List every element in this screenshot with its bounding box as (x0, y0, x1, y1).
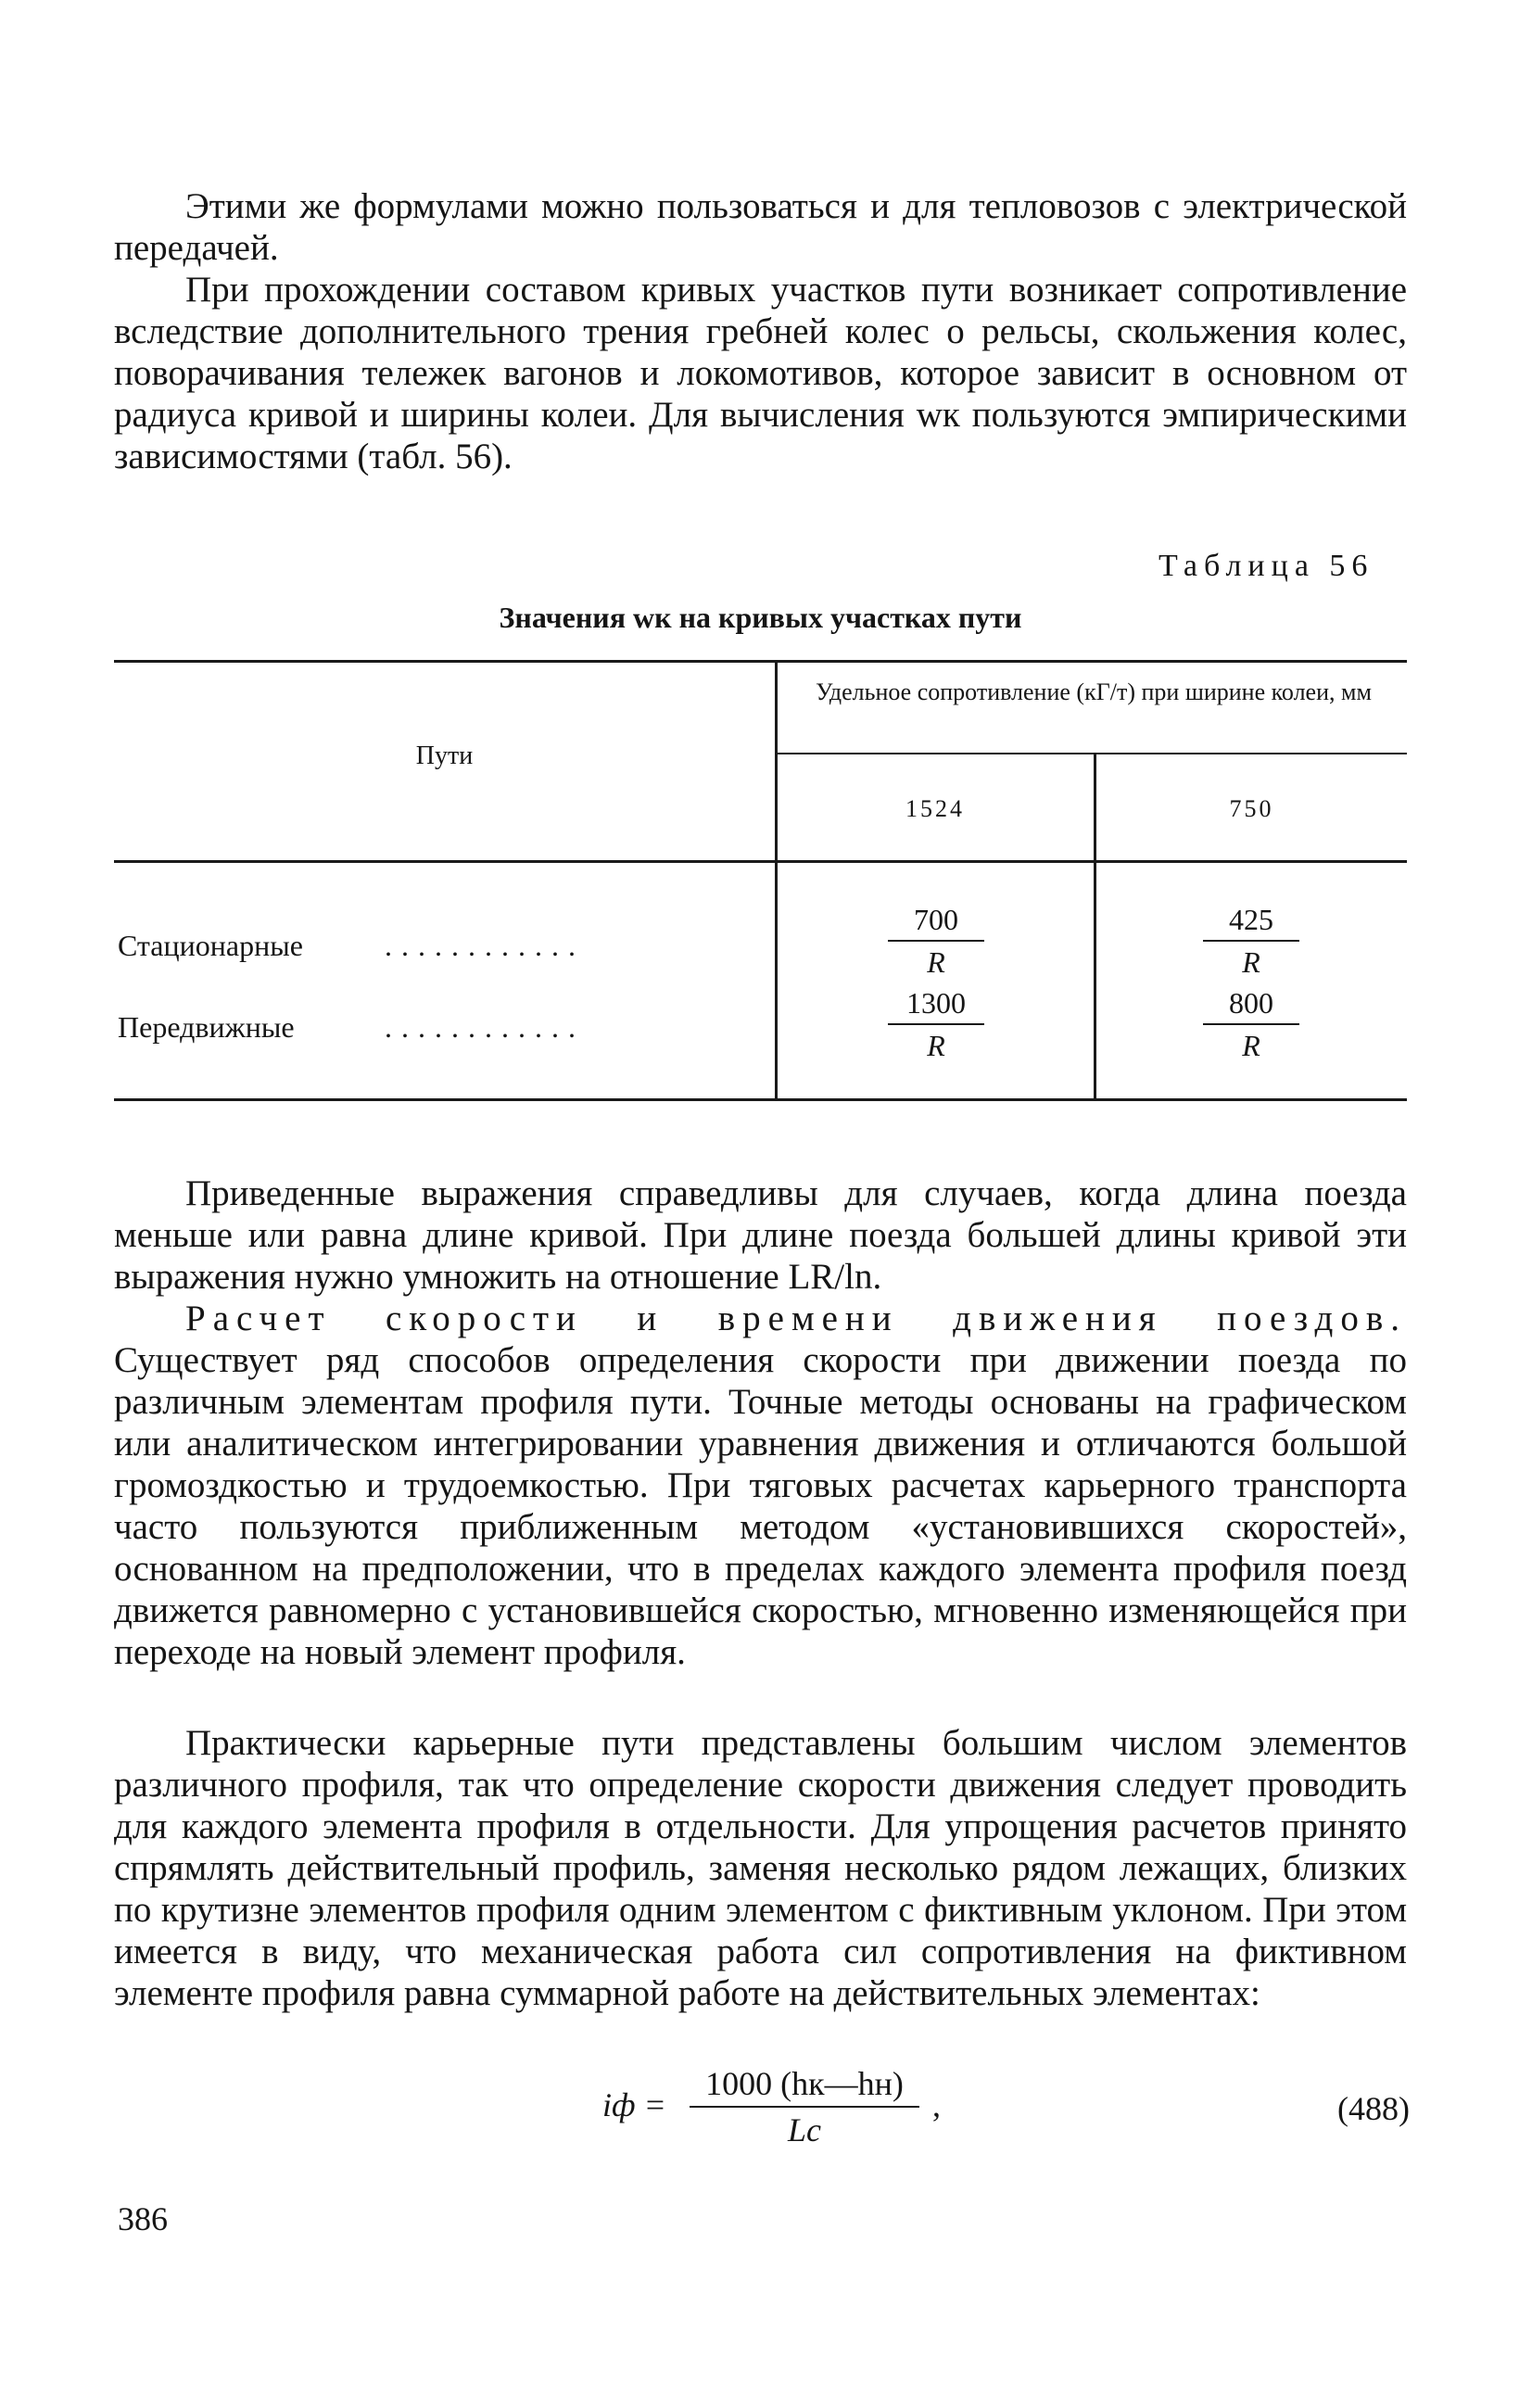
fraction-bar (888, 1023, 984, 1025)
formula-bar (690, 2106, 919, 2108)
paragraph-1: Этими же формулами можно пользоваться и для тепловозов с электрической передачей. (114, 186, 1407, 268)
formula-denominator: Lс (788, 2111, 821, 2148)
fraction-bar (1203, 1023, 1299, 1025)
paragraph-4: Расчет скорости и времени движения поездов. Существует ряд способов определения скорости при движении поезда по различным элементам профиля пути. Точные методы основаны на графическом или аналитическом интегрировании уравнения движения и отличаются большой громоздкостью и трудоемкостью. При тяговых расчетах карьерного транспорта часто пользуются приближенным методом «установившихся скоростей», основанном на предположении, что в пределах каждого элемента профиля поезд движется равномерно с установившейся скоростью, мгновенно изменяющейся при переходе на новый элемент профиля. (114, 1299, 1407, 1672)
table-top-rule (114, 660, 1407, 663)
table-vertical-rule-1 (775, 662, 778, 1099)
table-subheader-rule (777, 753, 1407, 754)
fraction-stationary-1524 (880, 901, 992, 981)
fraction-mobile-1524 (880, 984, 992, 1064)
table-title: Значения wк на кривых участках пути (499, 601, 1022, 634)
table-header-bottom-rule (114, 860, 1407, 863)
table-row-label-mobile: Передвижные (118, 1010, 295, 1044)
formula-comma: , (932, 2086, 941, 2123)
fraction-bar (888, 940, 984, 942)
paragraph-5: Практически карьерные пути представлены большим числом элементов различного профиля, так что определение скорости движения следует проводить для каждого элемента профиля в отдельности. Для упрощения расчетов принято спрямлять действительный профиль, заменяя несколько рядом лежащих, близких по крутизне элементов профиля одним элементом с фиктивным уклоном. При этом имеется в виду, что механическая работа сил сопротивления на фиктивном элементе профиля равна суммарной работе на действительных элементах: (114, 1723, 1407, 2013)
table-header-gauge-750: 750 (1229, 795, 1274, 822)
table-bottom-rule (114, 1098, 1407, 1101)
section-heading: Расчет скорости и времени движения поездов. (185, 1299, 1407, 1338)
fraction-stationary-750 (1196, 901, 1307, 981)
fraction-numerator: 700 (914, 903, 958, 936)
fraction-denominator: R (1242, 1029, 1260, 1062)
table-row-label-stationary: Стационарные (118, 929, 303, 962)
fraction-numerator: 425 (1229, 903, 1273, 936)
fraction-bar (1203, 940, 1299, 942)
fraction-numerator: 800 (1229, 986, 1273, 1020)
formula-lhs: iф = (602, 2086, 666, 2123)
fraction-denominator: R (1242, 945, 1260, 979)
fraction-numerator: 1300 (906, 986, 966, 1020)
page-number: 386 (118, 2200, 168, 2237)
paragraph-3: Приведенные выражения справедливы для случаев, когда длина поезда меньше или равна длине кривой. При длине поезда большей длины кривой эти выражения нужно умножить на отношение LR/ln. (114, 1173, 1407, 1297)
leader-dots: ............ (385, 1010, 585, 1044)
leader-dots: ............ (385, 929, 585, 962)
paragraph-2: При прохождении составом кривых участков пути возникает сопротивление вследствие дополнительного трения гребней колес о рельсы, скольжения колес, поворачивания тележек вагонов и локомотивов, которое зависит в основном от радиуса кривой и ширины колеи. Для вычисления wк пользуются эмпирическими зависимостями (табл. 56). (114, 270, 1407, 476)
fraction-denominator: R (927, 945, 945, 979)
formula-fraction (684, 2065, 925, 2148)
table-header-gauge-1524: 1524 (905, 795, 965, 822)
table-header-paths: Пути (415, 741, 474, 770)
formula-numerator: 1000 (hк—hн) (705, 2065, 904, 2102)
equation-number: (488) (1337, 2090, 1410, 2127)
fraction-mobile-750 (1196, 984, 1307, 1064)
table-header-resistance: Удельное сопротивление (кГ/т) при ширине колеи, мм (816, 678, 1372, 705)
table-number: Таблица 56 (1158, 549, 1374, 583)
fraction-denominator: R (927, 1029, 945, 1062)
